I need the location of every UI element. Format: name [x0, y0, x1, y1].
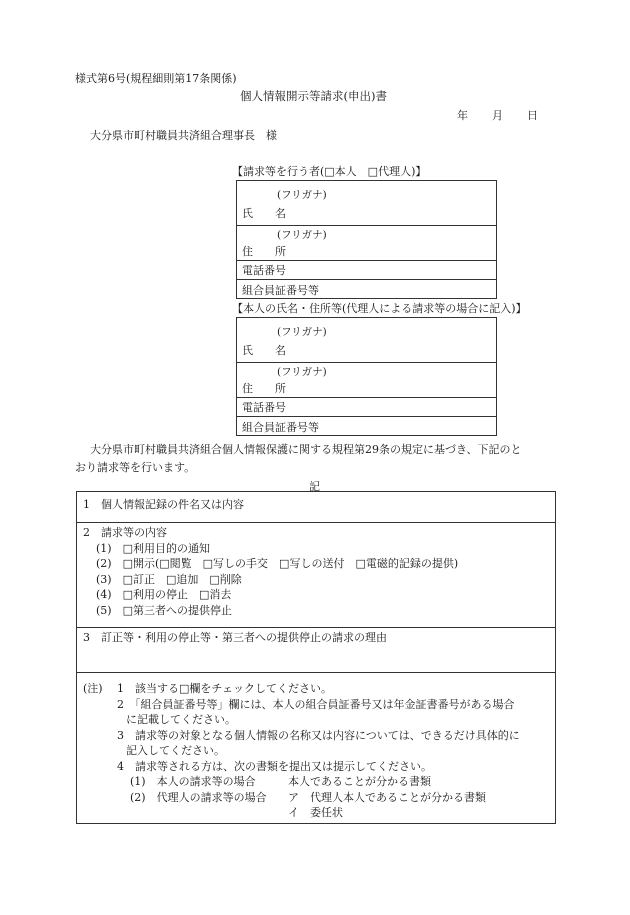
member-number-label: 組合員証番号等 — [242, 284, 319, 297]
note-4-1-label: (1) 本人の請求等の場合 — [130, 775, 256, 788]
section-1-row[interactable] — [77, 492, 555, 523]
form-number: 様式第6号(規程細則第17条関係) — [75, 72, 237, 85]
page-title: 個人情報開示等請求(申出)書 — [240, 89, 387, 103]
principal-address-row[interactable] — [237, 362, 496, 398]
phone-label: 電話番号 — [242, 401, 286, 414]
principal-heading: 【本人の氏名・住所等(代理人による請求等の場合に記入)】 — [232, 302, 527, 315]
section-3-row[interactable] — [77, 627, 555, 673]
member-number-label: 組合員証番号等 — [242, 421, 319, 434]
date-year: 年 — [457, 109, 468, 122]
requester-table — [236, 180, 497, 299]
note-4: 4 請求等される方は、次の書類を提出又は提示してください。 — [117, 760, 432, 773]
section-2-row — [77, 522, 555, 628]
section-1-label: 1 個人情報記録の件名又は内容 — [83, 498, 244, 511]
note-3a: 3 請求等の対象となる個人情報の名称又は内容については、できるだけ具体的に — [117, 729, 520, 742]
intro-line-1: 大分県市町村職員共済組合個人情報保護に関する規程第29条の規定に基づき、下記のと — [90, 443, 522, 456]
section-3-label: 3 訂正等・利用の停止等・第三者への提供停止の請求の理由 — [83, 631, 387, 644]
notes-section — [77, 672, 555, 824]
note-3b: 記入してください。 — [126, 744, 225, 757]
requester-address-row[interactable] — [237, 225, 496, 261]
section-2-label: 2 請求等の内容 — [83, 526, 167, 539]
request-option-disclosure[interactable]: (2) □開示(□閲覧 □写しの手交 □写しの送付 □電磁的記録の提供) — [96, 557, 459, 570]
ki-heading: 記 — [309, 480, 320, 493]
phone-label: 電話番号 — [242, 264, 286, 277]
intro-line-2: おり請求等を行います。 — [75, 461, 196, 474]
principal-table — [236, 317, 497, 436]
request-option-third-party[interactable]: (5) □第三者への提供停止 — [96, 604, 232, 617]
furigana-label: (フリガナ) — [277, 326, 327, 338]
request-option-correction[interactable]: (3) □訂正 □追加 □削除 — [96, 573, 242, 586]
request-table — [76, 491, 556, 824]
principal-member-row[interactable] — [237, 416, 496, 436]
name-label: 氏 名 — [242, 344, 286, 357]
note-4-2-label: (2) 代理人の請求等の場合 — [130, 791, 267, 804]
note-2b: に記載してください。 — [126, 713, 236, 726]
name-label: 氏 名 — [242, 207, 286, 220]
date-day: 日 — [527, 109, 538, 122]
furigana-label: (フリガナ) — [277, 229, 327, 241]
requester-heading: 【請求等を行う者(□本人 □代理人)】 — [232, 165, 427, 178]
requester-member-row[interactable] — [237, 279, 496, 299]
address-label: 住 所 — [242, 382, 286, 395]
address-label: 住 所 — [242, 245, 286, 258]
request-option-notification[interactable]: (1) □利用目的の通知 — [96, 542, 210, 555]
note-4-2-doc-a: ア 代理人本人であることが分かる書類 — [288, 791, 486, 804]
request-option-suspension[interactable]: (4) □利用の停止 □消去 — [96, 588, 232, 601]
principal-name-row[interactable] — [237, 318, 496, 363]
date-month: 月 — [492, 109, 503, 122]
note-4-2-doc-b: イ 委任状 — [288, 806, 343, 819]
addressee: 大分県市町村職員共済組合理事長 様 — [90, 129, 277, 142]
furigana-label: (フリガナ) — [277, 366, 327, 378]
note-4-1-doc: 本人であることが分かる書類 — [288, 775, 431, 788]
notes-label: (注) — [83, 682, 103, 695]
requester-phone-row[interactable] — [237, 260, 496, 280]
note-1: 1 該当する□欄をチェックしてください。 — [117, 682, 333, 695]
principal-phone-row[interactable] — [237, 397, 496, 417]
furigana-label: (フリガナ) — [277, 189, 327, 201]
note-2a: 2 「組合員証番号等」欄には、本人の組合員証番号又は年金証書番号がある場合 — [117, 698, 515, 711]
requester-name-row[interactable] — [237, 181, 496, 226]
